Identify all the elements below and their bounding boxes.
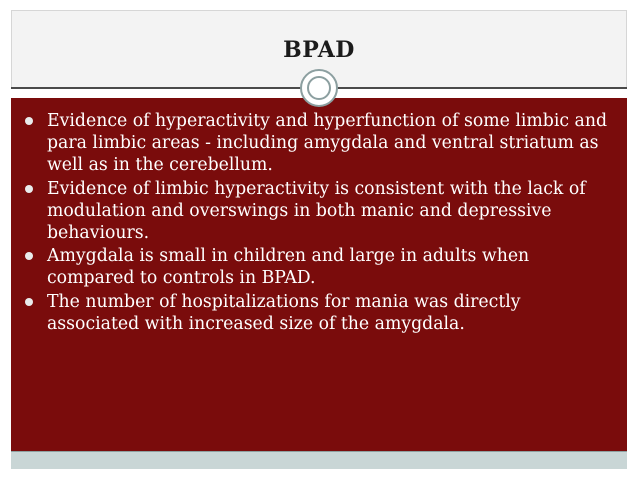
bullet-item (22, 245, 618, 289)
bullet-list (22, 110, 618, 336)
circle-ornament-icon (300, 69, 338, 107)
bullet-icon (25, 252, 33, 260)
bullet-text: Evidence of hyperactivity and hyperfunction of some limbic and para limbic areas - including amygdala and ventral striatum as well as in the cerebellum. (47, 111, 608, 176)
slide-title: BPAD (283, 37, 355, 63)
bullet-item (22, 178, 618, 245)
bottom-strip (11, 451, 627, 469)
circle-ornament-inner (307, 76, 331, 100)
bullet-icon (25, 117, 33, 125)
bullet-icon (25, 298, 33, 306)
bullet-icon (25, 185, 33, 193)
bullet-item (22, 110, 618, 177)
bullet-text: The number of hospitalizations for mania was directly associated with increased size of the amygdala. (47, 291, 521, 334)
bullet-item (22, 291, 618, 335)
bullet-text: Evidence of limbic hyperactivity is consistent with the lack of modulation and overswings in both manic and depressive behaviours. (47, 178, 586, 244)
bullet-text: Amygdala is small in children and large in adults when compared to controls in BPAD. (47, 246, 530, 289)
